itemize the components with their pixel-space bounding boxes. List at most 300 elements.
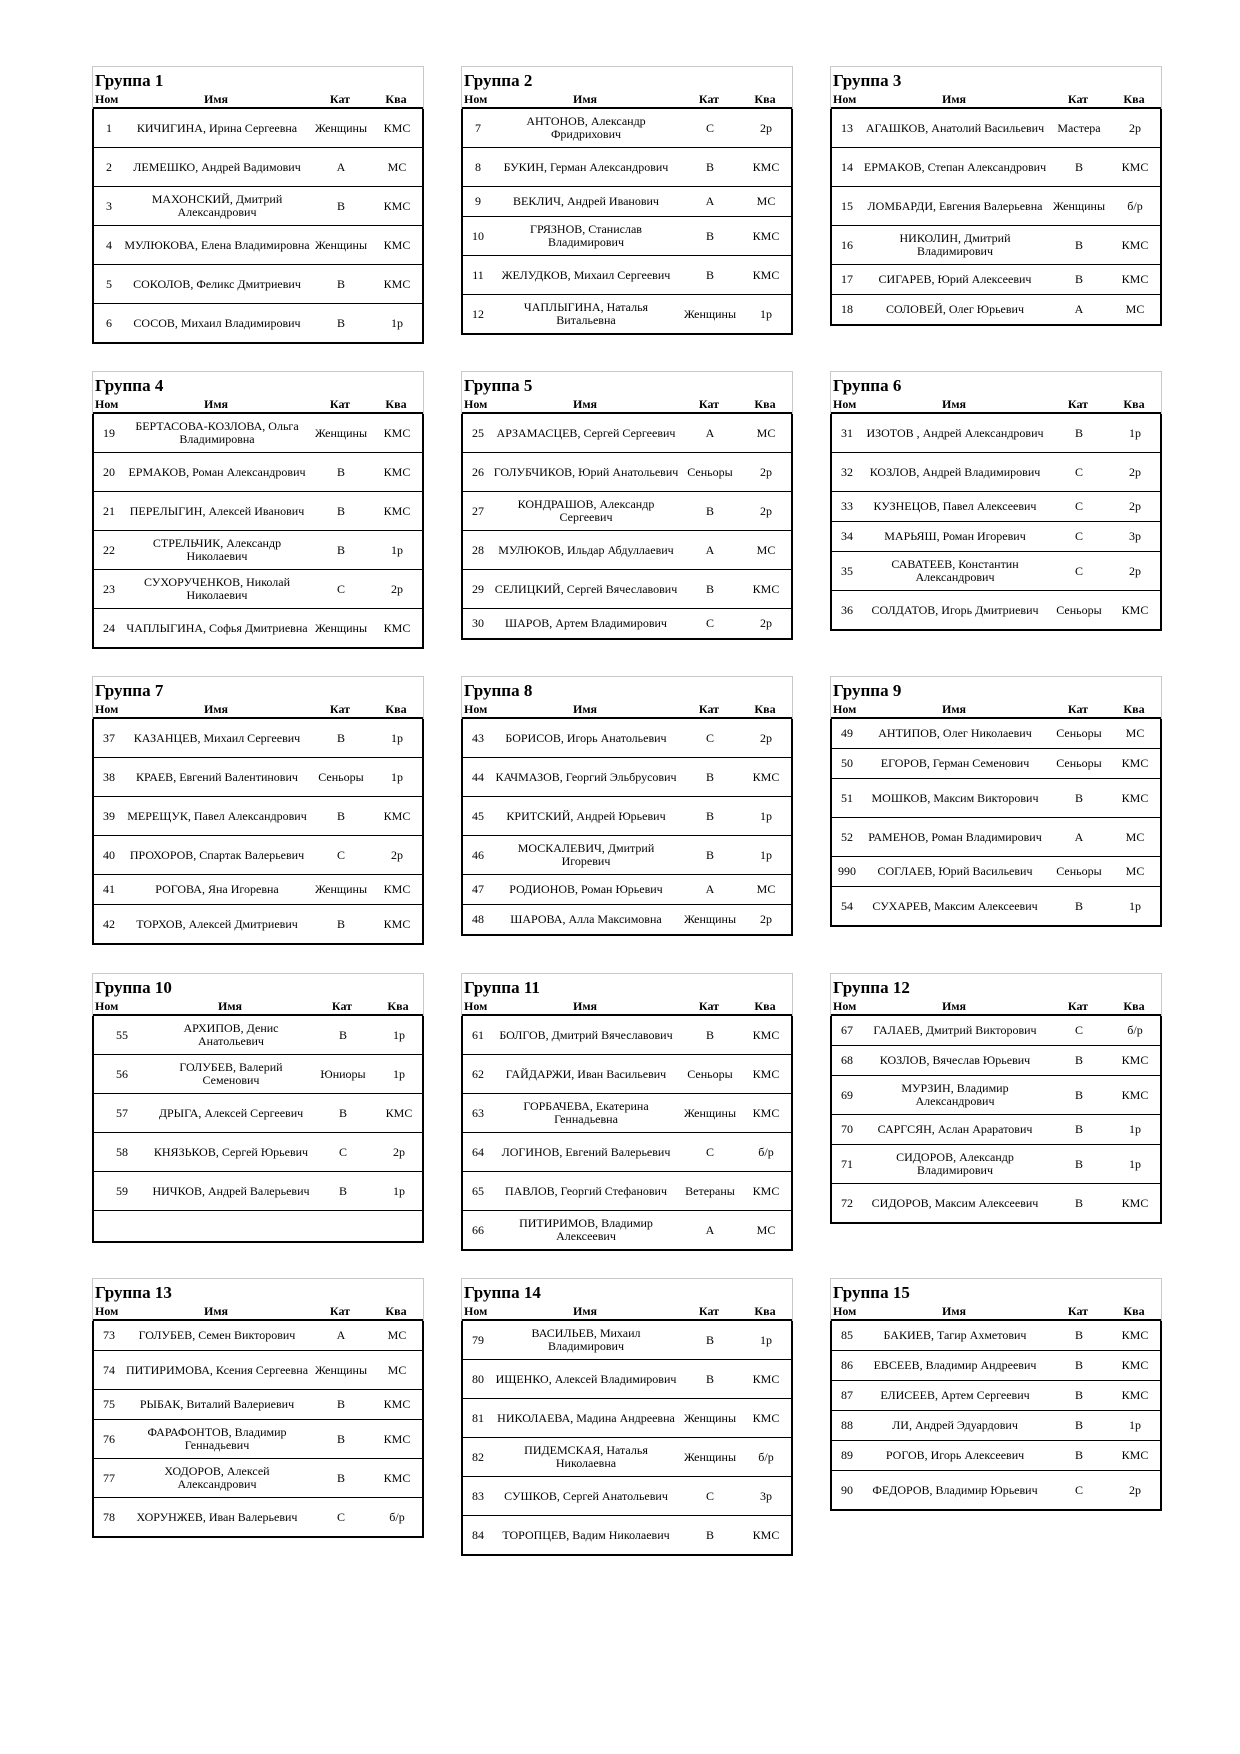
participant-name: РОГОВ, Игорь Алексеевич	[885, 1448, 1025, 1462]
participant-number: 48	[472, 912, 484, 926]
participant-number: 88	[841, 1418, 853, 1432]
table-row	[832, 591, 1160, 631]
table-row	[94, 492, 422, 531]
group-rows	[92, 1321, 424, 1538]
group-table	[830, 973, 1162, 1224]
table-row	[832, 148, 1160, 187]
participant-number: 78	[103, 1509, 115, 1524]
header-kva: Ква	[1123, 1304, 1145, 1318]
participant-name: СОГЛАЕВ, Юрий Васильевич	[877, 864, 1033, 878]
participant-name: СИДОРОВ, Александр Владимирович	[896, 1150, 1014, 1177]
group-table	[461, 1278, 793, 1556]
participant-number: 40	[103, 847, 115, 862]
group-header-box	[92, 973, 424, 1016]
participant-name: САВАТЕЕВ, Константин Александрович	[891, 557, 1019, 584]
header-name: Имя	[204, 92, 228, 106]
group-rows	[830, 109, 1162, 326]
participant-number: 6	[106, 315, 112, 330]
participant-qualification: 2р	[760, 120, 772, 135]
participant-qualification: КМС	[383, 503, 411, 518]
participant-qualification: КМС	[1121, 790, 1149, 805]
participant-name: ГОЛУБЕВ, Валерий Семенович	[179, 1060, 283, 1087]
participant-number: 67	[841, 1023, 853, 1037]
participant-number: 80	[472, 1371, 484, 1386]
participant-name: КОНДРАШОВ, Александр Сергеевич	[517, 497, 655, 524]
table-row	[832, 522, 1160, 552]
participant-category: В	[1074, 1156, 1083, 1171]
participant-name: ПАВЛОВ, Георгий Стефанович	[504, 1183, 667, 1198]
participant-number: 55	[116, 1027, 128, 1042]
participant-category: В	[705, 1371, 714, 1386]
participant-number: 77	[103, 1470, 115, 1485]
participant-category: В	[336, 198, 345, 213]
participant-name: РОГОВА, Яна Игоревна	[155, 882, 279, 896]
participant-number: 42	[103, 916, 115, 931]
participant-qualification: МС	[1125, 829, 1145, 844]
group-title: Группа 15	[833, 1283, 910, 1302]
column-headers	[93, 1303, 423, 1321]
participant-number: 54	[841, 898, 853, 913]
participant-name: МОСКАЛЕВИЧ, Дмитрий Игоревич	[517, 841, 655, 868]
participant-category: В	[705, 808, 714, 823]
header-cat: Кат	[698, 92, 720, 106]
participant-number: 46	[472, 847, 484, 862]
table-row	[463, 1360, 791, 1399]
participant-qualification: 1р	[1129, 1418, 1141, 1432]
participant-name: АНТОНОВ, Александр Фридрихович	[526, 114, 646, 141]
table-row	[94, 836, 422, 875]
participant-qualification: КМС	[752, 1410, 780, 1425]
group-table	[92, 676, 424, 945]
participant-number: 31	[841, 425, 853, 440]
participant-category: С	[336, 1509, 345, 1524]
table-row	[94, 797, 422, 836]
participant-number: 35	[841, 563, 853, 578]
participant-name: НИЧКОВ, Андрей Валерьевич	[152, 1183, 310, 1198]
participant-qualification: 2р	[1129, 1482, 1141, 1497]
table-row	[463, 1477, 791, 1516]
table-row	[94, 1133, 422, 1172]
table-row	[94, 905, 422, 945]
table-row	[832, 414, 1160, 453]
table-row	[463, 1399, 791, 1438]
table-row	[463, 148, 791, 187]
table-row	[832, 1046, 1160, 1076]
header-cat: Кат	[1067, 702, 1089, 716]
table-row	[94, 304, 422, 344]
table-row	[94, 875, 422, 905]
participant-category: С	[1074, 529, 1083, 543]
participant-category: Женщины	[314, 882, 368, 896]
table-row	[463, 905, 791, 936]
column-headers	[93, 998, 423, 1016]
group-table	[830, 66, 1162, 326]
header-kva: Ква	[754, 1304, 776, 1318]
table-row	[463, 531, 791, 570]
participant-number: 30	[472, 616, 484, 630]
table-row	[94, 109, 422, 148]
header-name: Имя	[204, 1304, 228, 1318]
participant-name: ЕГОРОВ, Герман Семенович	[880, 756, 1030, 770]
participant-name: БЕРТАСОВА-КОЗЛОВА, Ольга Владимировна	[135, 419, 299, 446]
table-row	[94, 1321, 422, 1351]
participant-number: 51	[841, 790, 853, 805]
participant-name: ХОДОРОВ, Алексей Александрович	[164, 1464, 270, 1491]
participant-name: СЕЛИЦКИЙ, Сергей Вячеславович	[494, 581, 678, 596]
column-headers	[462, 1303, 792, 1321]
table-row	[832, 887, 1160, 927]
participant-name: СТРЕЛЬЧИК, Александр Николаевич	[152, 536, 282, 563]
participant-qualification: 2р	[760, 464, 772, 479]
participant-name: СИДОРОВ, Максим Алексеевич	[871, 1195, 1039, 1210]
participant-category: В	[336, 1470, 345, 1485]
participant-qualification: МС	[387, 159, 407, 174]
participant-number: 22	[103, 542, 115, 557]
participant-qualification: КМС	[752, 769, 780, 784]
participant-name: ФАРАФОНТОВ, Владимир Геннадьевич	[147, 1425, 287, 1452]
participant-qualification: 2р	[760, 503, 772, 518]
participant-category: В	[336, 542, 345, 557]
participant-qualification: МС	[387, 1362, 407, 1377]
column-headers	[831, 91, 1161, 109]
table-row	[94, 1172, 422, 1211]
participant-name: ЧАПЛЫГИНА, Софья Дмитриевна	[126, 620, 308, 635]
column-headers	[831, 998, 1161, 1016]
group-title: Группа 4	[95, 376, 164, 395]
participant-category: В	[336, 315, 345, 330]
header-name: Имя	[573, 999, 597, 1013]
participant-qualification: КМС	[1121, 1448, 1149, 1462]
header-name: Имя	[942, 92, 966, 106]
participant-category: С	[1074, 464, 1083, 479]
participant-category: В	[336, 1431, 345, 1446]
participant-category: Женщины	[683, 912, 737, 926]
group-header-box	[830, 371, 1162, 414]
participant-number: 89	[841, 1448, 853, 1462]
participant-qualification: б/р	[389, 1509, 405, 1524]
group-header-box	[461, 676, 793, 719]
table-row	[463, 217, 791, 256]
participant-qualification: 1р	[391, 315, 403, 330]
column-headers	[462, 998, 792, 1016]
table-row	[832, 265, 1160, 295]
participant-category: Женщины	[683, 1410, 737, 1425]
header-name: Имя	[942, 999, 966, 1013]
table-row	[463, 1094, 791, 1133]
group-header-box	[92, 371, 424, 414]
participant-name: КОЗЛОВ, Андрей Владимирович	[869, 464, 1041, 479]
participant-category: С	[705, 616, 714, 630]
participant-number: 47	[472, 882, 484, 896]
table-row	[463, 1516, 791, 1556]
group-title: Группа 7	[95, 681, 164, 700]
participant-qualification: 1р	[393, 1183, 405, 1198]
group-title: Группа 3	[833, 71, 902, 90]
participant-category: Сеньоры	[1056, 602, 1102, 617]
group-title: Группа 9	[833, 681, 902, 700]
participant-category: В	[1074, 1358, 1083, 1372]
table-row	[832, 857, 1160, 887]
participant-number: 56	[116, 1066, 128, 1081]
participant-name: ГОЛУБЕВ, Семен Викторович	[138, 1328, 296, 1342]
group-title: Группа 6	[833, 376, 902, 395]
participant-qualification: КМС	[752, 1066, 780, 1081]
header-name: Имя	[942, 702, 966, 716]
participant-qualification: МС	[756, 425, 776, 440]
participant-qualification: КМС	[1121, 602, 1149, 617]
table-row	[94, 265, 422, 304]
participant-name: АГАШКОВ, Анатолий Васильевич	[865, 120, 1045, 135]
participant-category: В	[336, 503, 345, 518]
participant-number: 20	[103, 464, 115, 479]
participant-category: Женщины	[314, 425, 368, 440]
header-cat: Кат	[698, 397, 720, 411]
group-table	[830, 371, 1162, 631]
participant-number: 81	[472, 1410, 484, 1425]
table-row	[94, 187, 422, 226]
participant-qualification: КМС	[752, 1371, 780, 1386]
participant-name: МУРЗИН, Владимир Александрович	[901, 1081, 1009, 1108]
participant-qualification: 1р	[1129, 1156, 1141, 1171]
header-kva: Ква	[385, 702, 407, 716]
header-cat: Кат	[329, 397, 351, 411]
table-row	[832, 1184, 1160, 1224]
participant-category: С	[705, 1144, 714, 1159]
header-num: Ном	[833, 999, 857, 1013]
participant-category: В	[336, 808, 345, 823]
table-row	[832, 295, 1160, 326]
participant-number: 82	[472, 1449, 484, 1464]
participant-qualification: КМС	[1121, 756, 1149, 770]
table-row	[463, 1172, 791, 1211]
participant-category: В	[1074, 790, 1083, 805]
participant-qualification: 3р	[760, 1488, 772, 1503]
table-row	[94, 1420, 422, 1459]
participant-category: А	[705, 1222, 715, 1237]
participant-name: АРХИПОВ, Денис Анатольевич	[183, 1021, 279, 1048]
participant-name: ШАРОВА, Алла Максимовна	[510, 912, 662, 926]
participant-number: 62	[472, 1066, 484, 1081]
participant-qualification: КМС	[383, 882, 411, 896]
participant-qualification: 2р	[393, 1144, 405, 1159]
participant-category: Сеньоры	[1056, 864, 1102, 878]
participant-name: РАМЕНОВ, Роман Владимирович	[868, 829, 1042, 844]
table-row	[832, 719, 1160, 749]
table-row	[832, 1076, 1160, 1115]
participant-category: Сеньоры	[687, 1066, 733, 1081]
column-headers	[831, 701, 1161, 719]
participant-category: С	[1074, 563, 1083, 578]
table-row	[832, 1471, 1160, 1511]
participant-name: ЛОГИНОВ, Евгений Валерьевич	[501, 1144, 671, 1159]
participant-name: СИГАРЕВ, Юрий Алексеевич	[878, 272, 1032, 286]
column-headers	[93, 701, 423, 719]
header-cat: Кат	[1067, 92, 1089, 106]
participant-qualification: 2р	[760, 616, 772, 630]
participant-category: В	[336, 464, 345, 479]
table-row	[463, 109, 791, 148]
participant-category: С	[705, 730, 714, 745]
header-kva: Ква	[754, 999, 776, 1013]
column-headers	[462, 701, 792, 719]
table-row	[832, 1321, 1160, 1351]
column-headers	[831, 396, 1161, 414]
participant-number: 79	[472, 1332, 484, 1347]
header-num: Ном	[833, 702, 857, 716]
participant-number: 23	[103, 581, 115, 596]
group-table	[92, 973, 424, 1243]
participant-number: 57	[116, 1105, 128, 1120]
participant-category: Сеньоры	[318, 769, 364, 784]
participant-qualification: б/р	[758, 1449, 774, 1464]
group-header-box	[830, 1278, 1162, 1321]
header-kva: Ква	[754, 397, 776, 411]
participant-category: С	[338, 1144, 347, 1159]
table-row	[94, 148, 422, 187]
group-table	[461, 676, 793, 936]
participant-name: ЛИ, Андрей Эдуардович	[892, 1418, 1018, 1432]
table-row	[94, 719, 422, 758]
group-rows	[830, 1016, 1162, 1224]
participant-name: САРГСЯН, Аслан Араратович	[877, 1122, 1033, 1136]
table-row	[94, 1094, 422, 1133]
participant-name: БУКИН, Герман Александрович	[503, 159, 669, 174]
header-cat: Кат	[1067, 397, 1089, 411]
participant-number: 74	[103, 1362, 115, 1377]
header-num: Ном	[95, 92, 119, 106]
participant-category: Мастера	[1057, 120, 1101, 135]
header-cat: Кат	[329, 1304, 351, 1318]
participant-name: ЕРМАКОВ, Роман Александрович	[128, 464, 306, 479]
participant-number: 1	[106, 120, 112, 135]
header-kva: Ква	[387, 999, 409, 1013]
group-header-box	[461, 1278, 793, 1321]
participant-category: А	[336, 159, 346, 174]
participant-category: А	[705, 542, 715, 557]
participant-category: С	[1074, 499, 1083, 513]
participant-number: 24	[103, 620, 115, 635]
participant-number: 37	[103, 730, 115, 745]
participant-category: В	[1074, 1328, 1083, 1342]
participant-number: 44	[472, 769, 484, 784]
participant-category: В	[705, 503, 714, 518]
participant-qualification: КМС	[383, 620, 411, 635]
table-row	[94, 1055, 422, 1094]
group-header-box	[92, 66, 424, 109]
group-title: Группа 5	[464, 376, 533, 395]
participant-qualification: 2р	[1129, 120, 1141, 135]
group-rows	[92, 1016, 424, 1243]
group-rows	[92, 414, 424, 649]
participant-number: 64	[472, 1144, 484, 1159]
participant-qualification: МС	[1125, 726, 1145, 740]
participant-category: В	[705, 228, 714, 243]
participant-category: В	[1074, 898, 1083, 913]
participant-name: ЛОМБАРДИ, Евгения Валерьевна	[867, 198, 1043, 213]
participant-category: С	[1074, 1482, 1083, 1497]
participant-number: 10	[472, 228, 484, 243]
participant-category: В	[1074, 1087, 1083, 1102]
participant-qualification: 1р	[760, 306, 772, 321]
header-num: Ном	[95, 702, 119, 716]
participant-number: 38	[103, 769, 115, 784]
participant-qualification: КМС	[752, 1105, 780, 1120]
participant-category: В	[1074, 159, 1083, 174]
participant-qualification: МС	[1125, 302, 1145, 316]
participant-qualification: КМС	[1121, 159, 1149, 174]
group-table	[461, 371, 793, 640]
participant-name: ГОРБАЧЕВА, Екатерина Геннадьевна	[523, 1099, 649, 1126]
header-name: Имя	[573, 92, 597, 106]
participant-number: 36	[841, 602, 853, 617]
participant-category: В	[705, 267, 714, 282]
table-row	[94, 414, 422, 453]
participant-category: С	[336, 847, 345, 862]
participant-qualification: КМС	[752, 581, 780, 596]
participant-name: ПИТИРИМОВА, Ксения Сергеевна	[125, 1362, 309, 1377]
participant-name: КОЗЛОВ, Вячеслав Юрьевич	[879, 1053, 1031, 1067]
participant-number: 32	[841, 464, 853, 479]
group-rows	[830, 414, 1162, 631]
participant-number: 86	[841, 1358, 853, 1372]
participant-number: 27	[472, 503, 484, 518]
participant-name: МАХОНСКИЙ, Дмитрий Александрович	[151, 192, 283, 219]
participant-qualification: МС	[756, 882, 776, 896]
participant-category: Сеньоры	[1056, 726, 1102, 740]
participant-category: Юниоры	[320, 1066, 366, 1081]
participant-number: 41	[103, 882, 115, 896]
participant-category: В	[1074, 1388, 1083, 1402]
participant-qualification: КМС	[1121, 1053, 1149, 1067]
table-row	[832, 453, 1160, 492]
participant-name: АРЗАМАСЦЕВ, Сергей Сергеевич	[496, 425, 676, 440]
participant-qualification: 2р	[1129, 563, 1141, 578]
group-table	[461, 66, 793, 335]
participant-category: В	[338, 1105, 347, 1120]
table-row	[94, 226, 422, 265]
header-num: Ном	[464, 397, 488, 411]
column-headers	[831, 1303, 1161, 1321]
participant-category: В	[705, 847, 714, 862]
participant-name: МУЛЮКОВ, Ильдар Абдуллаевич	[498, 542, 674, 557]
participant-qualification: 1р	[760, 808, 772, 823]
participant-qualification: КМС	[383, 1470, 411, 1485]
group-header-box	[461, 973, 793, 1016]
participant-category: В	[336, 276, 345, 291]
participant-name: ТОРОПЦЕВ, Вадим Николаевич	[502, 1527, 670, 1542]
participant-category: С	[705, 120, 714, 135]
participant-qualification: КМС	[383, 198, 411, 213]
participant-qualification: КМС	[752, 1183, 780, 1198]
participant-number: 45	[472, 808, 484, 823]
participant-category: В	[336, 730, 345, 745]
participant-number: 28	[472, 542, 484, 557]
table-row	[463, 1055, 791, 1094]
participant-number: 21	[103, 503, 115, 518]
group-title: Группа 8	[464, 681, 533, 700]
table-row	[832, 109, 1160, 148]
header-num: Ном	[464, 1304, 488, 1318]
participant-qualification: КМС	[752, 1027, 780, 1042]
participant-name: РЫБАК, Виталий Валериевич	[139, 1397, 295, 1411]
group-rows	[461, 414, 793, 640]
participant-qualification: 2р	[760, 912, 772, 926]
participant-number: 18	[841, 302, 853, 316]
participant-qualification: КМС	[383, 1397, 411, 1411]
participant-number: 13	[841, 120, 853, 135]
participant-number: 33	[841, 499, 853, 513]
header-name: Имя	[573, 1304, 597, 1318]
